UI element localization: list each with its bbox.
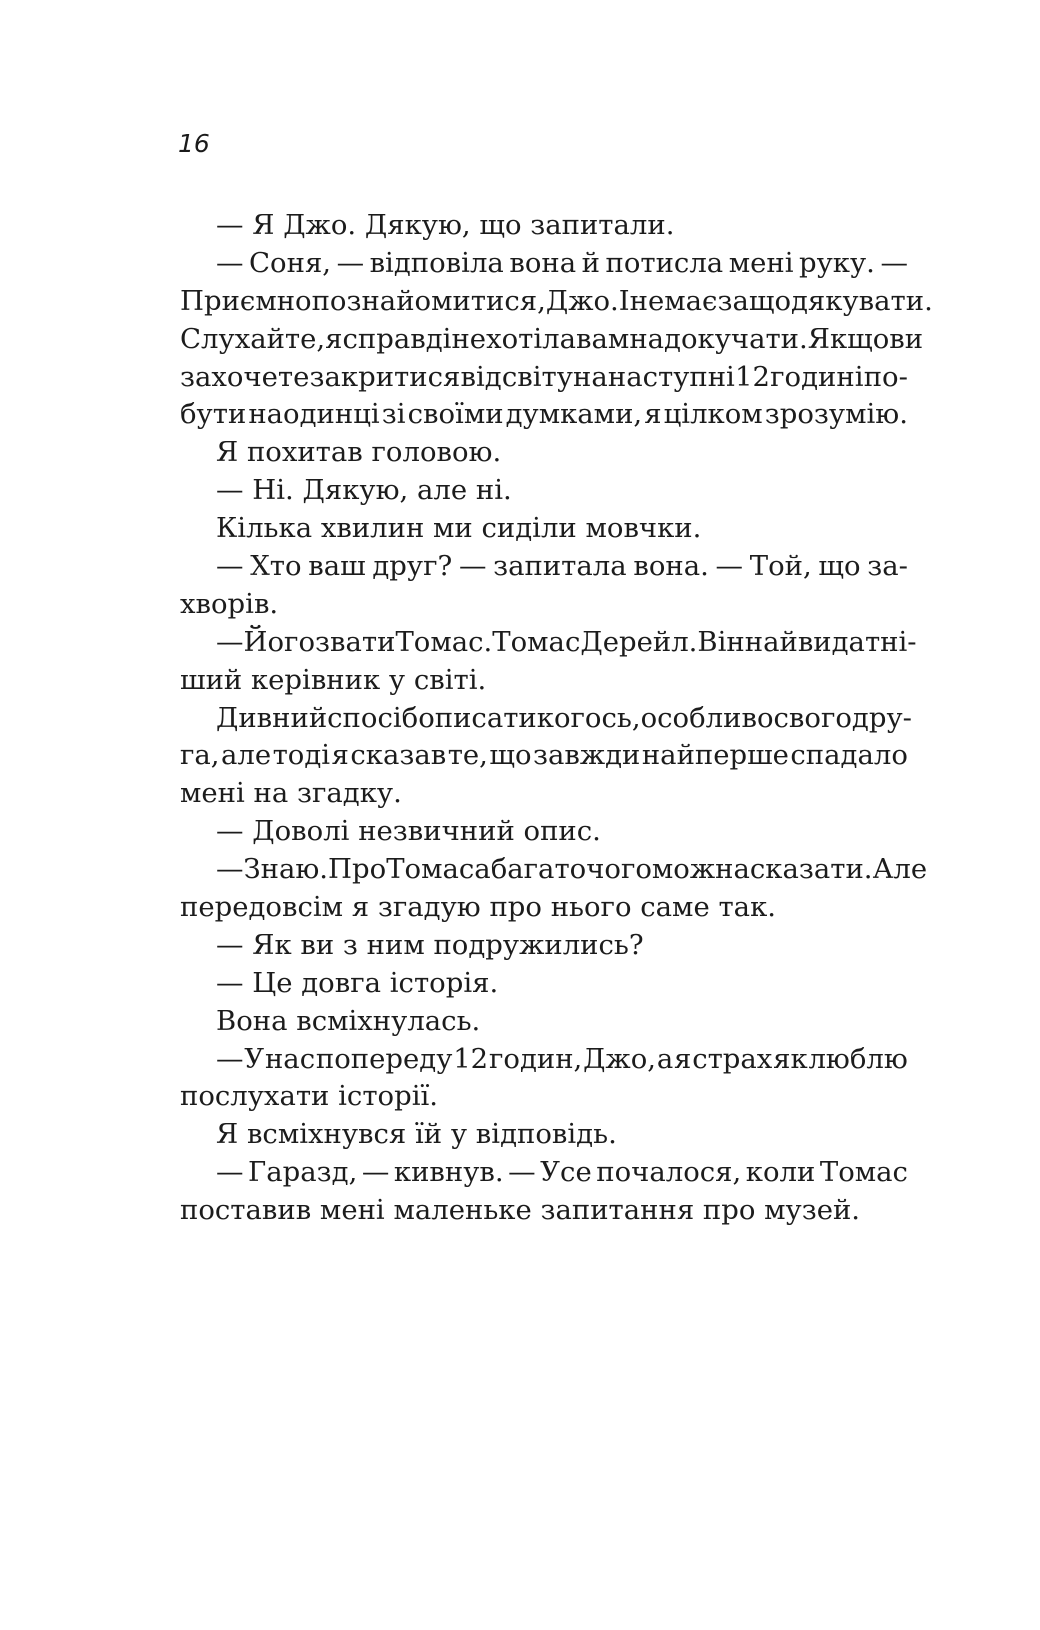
word: люблю: [808, 1042, 908, 1075]
word: Томас: [819, 1156, 908, 1189]
word: Дерейл.: [580, 625, 698, 658]
text-line: хворів.: [180, 587, 279, 620]
word: 12: [453, 1042, 489, 1075]
word: —: [216, 625, 244, 658]
word: бути: [180, 398, 247, 431]
word: описати: [418, 701, 537, 734]
word: Його: [243, 625, 316, 658]
word: —: [216, 550, 244, 583]
text-line: [180, 359, 908, 397]
word: особливо: [640, 701, 774, 734]
text-line: передовсім я згадую про нього саме так.: [180, 891, 777, 924]
word: за-: [867, 550, 908, 583]
word: але: [221, 739, 272, 772]
text-line: [180, 548, 908, 586]
text-line: Кілька хвилин ми сиділи мовчки.: [216, 512, 702, 545]
word: немає: [629, 284, 718, 317]
word: вона.: [633, 550, 709, 583]
word: Про: [328, 853, 387, 886]
word: відповіла: [369, 246, 504, 279]
word: я: [644, 398, 662, 431]
word: когось,: [536, 701, 641, 734]
word: —: [216, 1042, 244, 1075]
word: годин,: [488, 1042, 583, 1075]
word: руку.: [799, 246, 875, 279]
text-line: [180, 396, 908, 434]
word: чого: [586, 853, 652, 886]
word: коли: [745, 1156, 816, 1189]
word: почалося,: [596, 1156, 742, 1189]
text-line: — Я Джо. Дякую, що запитали.: [216, 209, 675, 241]
text-line: послухати історії.: [180, 1080, 439, 1113]
word: сказав: [350, 739, 447, 772]
word: друг?: [372, 550, 453, 583]
text-line: Я всміхнувся їй у відповідь.: [216, 1118, 617, 1151]
word: —: [216, 853, 244, 886]
word: —: [715, 550, 744, 583]
word: думками,: [505, 398, 643, 431]
word: цілком: [663, 398, 763, 431]
word: що: [818, 550, 861, 583]
word: Той,: [749, 550, 812, 583]
body-text: [180, 207, 933, 1230]
word: на: [573, 360, 608, 393]
word: те,: [447, 739, 488, 772]
word: зрозумію.: [764, 398, 908, 431]
page-number: 16: [178, 129, 210, 158]
word: дру-: [851, 701, 912, 734]
word: тоді: [272, 739, 331, 772]
word: Приємно: [180, 284, 312, 317]
text-line: [180, 624, 917, 662]
word: Соня,: [249, 246, 332, 279]
word: попереду: [315, 1042, 453, 1075]
word: спадало: [790, 739, 908, 772]
word: ви: [889, 322, 924, 355]
text-line: — Доволі незвичний опис.: [216, 815, 601, 848]
word: вона: [509, 246, 577, 279]
word: що: [748, 284, 791, 317]
word: Джо.: [545, 284, 619, 317]
word: —: [361, 1156, 390, 1189]
word: сказати.: [749, 853, 873, 886]
word: своїми: [407, 398, 504, 431]
word: звати: [315, 625, 396, 658]
text-line: мені на згадку.: [180, 777, 402, 810]
word: ваш: [308, 550, 366, 583]
word: справді: [342, 322, 452, 355]
word: годин: [770, 360, 855, 393]
word: запитала: [493, 550, 627, 583]
text-line: [180, 245, 908, 283]
word: —: [458, 550, 487, 583]
word: Але: [872, 853, 928, 886]
word: я: [674, 1042, 692, 1075]
word: І: [618, 284, 630, 317]
word: що: [489, 739, 532, 772]
word: по-: [863, 360, 908, 393]
text-line: [180, 321, 924, 359]
word: захочете: [180, 360, 310, 393]
word: я: [325, 322, 343, 355]
word: —: [336, 246, 365, 279]
word: наступні: [607, 360, 735, 393]
word: не: [451, 322, 487, 355]
text-line: — Як ви з ним подружились?: [216, 928, 644, 961]
word: —: [216, 246, 244, 279]
word: страх: [692, 1042, 773, 1075]
word: Дивний: [216, 701, 328, 734]
word: кивнув.: [393, 1156, 504, 1189]
word: Знаю.: [243, 853, 329, 886]
text-line: — Ні. Дякую, але ні.: [216, 474, 512, 507]
text-line: поставив мені маленьке запитання про музей.: [180, 1194, 861, 1227]
text-line: [180, 700, 912, 738]
word: У: [244, 1042, 265, 1075]
text-line: — Це довга історія.: [216, 966, 499, 999]
word: Томаса: [386, 853, 491, 886]
word: потисла: [605, 246, 724, 279]
word: хотіла: [486, 322, 577, 355]
word: Томас.: [395, 625, 493, 658]
word: нас: [264, 1042, 316, 1075]
word: найвидатні-: [744, 625, 917, 658]
text-line: [180, 1041, 908, 1079]
text-line: Вона всміхнулась.: [216, 1004, 481, 1037]
word: дякувати.: [791, 284, 933, 317]
text-line: [180, 737, 908, 775]
word: я: [331, 739, 349, 772]
text-line: [180, 1154, 908, 1192]
word: від: [460, 360, 502, 393]
word: Гаразд,: [248, 1156, 358, 1189]
word: спосіб: [327, 701, 419, 734]
word: Томас: [492, 625, 581, 658]
word: Він: [697, 625, 745, 658]
word: як: [773, 1042, 808, 1075]
word: можна: [651, 853, 750, 886]
word: завжди: [532, 739, 641, 772]
word: наодинці: [248, 398, 380, 431]
word: —: [216, 1156, 244, 1189]
word: багато: [490, 853, 587, 886]
word: Хто: [250, 550, 302, 583]
word: 12: [734, 360, 770, 393]
word: мені: [728, 246, 794, 279]
word: зі: [381, 398, 406, 431]
word: свого: [773, 701, 852, 734]
word: а: [656, 1042, 674, 1075]
text-line: [180, 851, 928, 889]
word: познайомитися,: [311, 284, 546, 317]
word: Джо,: [583, 1042, 657, 1075]
word: Усе: [540, 1156, 592, 1189]
word: Слухайте,: [180, 322, 326, 355]
word: Якщо: [807, 322, 890, 355]
text-line: ший керівник у світі.: [180, 663, 487, 696]
word: га,: [180, 739, 220, 772]
word: закритися: [309, 360, 461, 393]
word: і: [854, 360, 864, 393]
word: світу: [501, 360, 573, 393]
word: за: [717, 284, 749, 317]
word: вам: [576, 322, 630, 355]
word: найперше: [641, 739, 789, 772]
word: —: [508, 1156, 536, 1189]
text-line: Я похитав головою.: [216, 436, 502, 469]
word: надокучати.: [629, 322, 808, 355]
text-line: [180, 283, 933, 321]
word: й: [581, 246, 600, 279]
word: —: [880, 246, 908, 279]
